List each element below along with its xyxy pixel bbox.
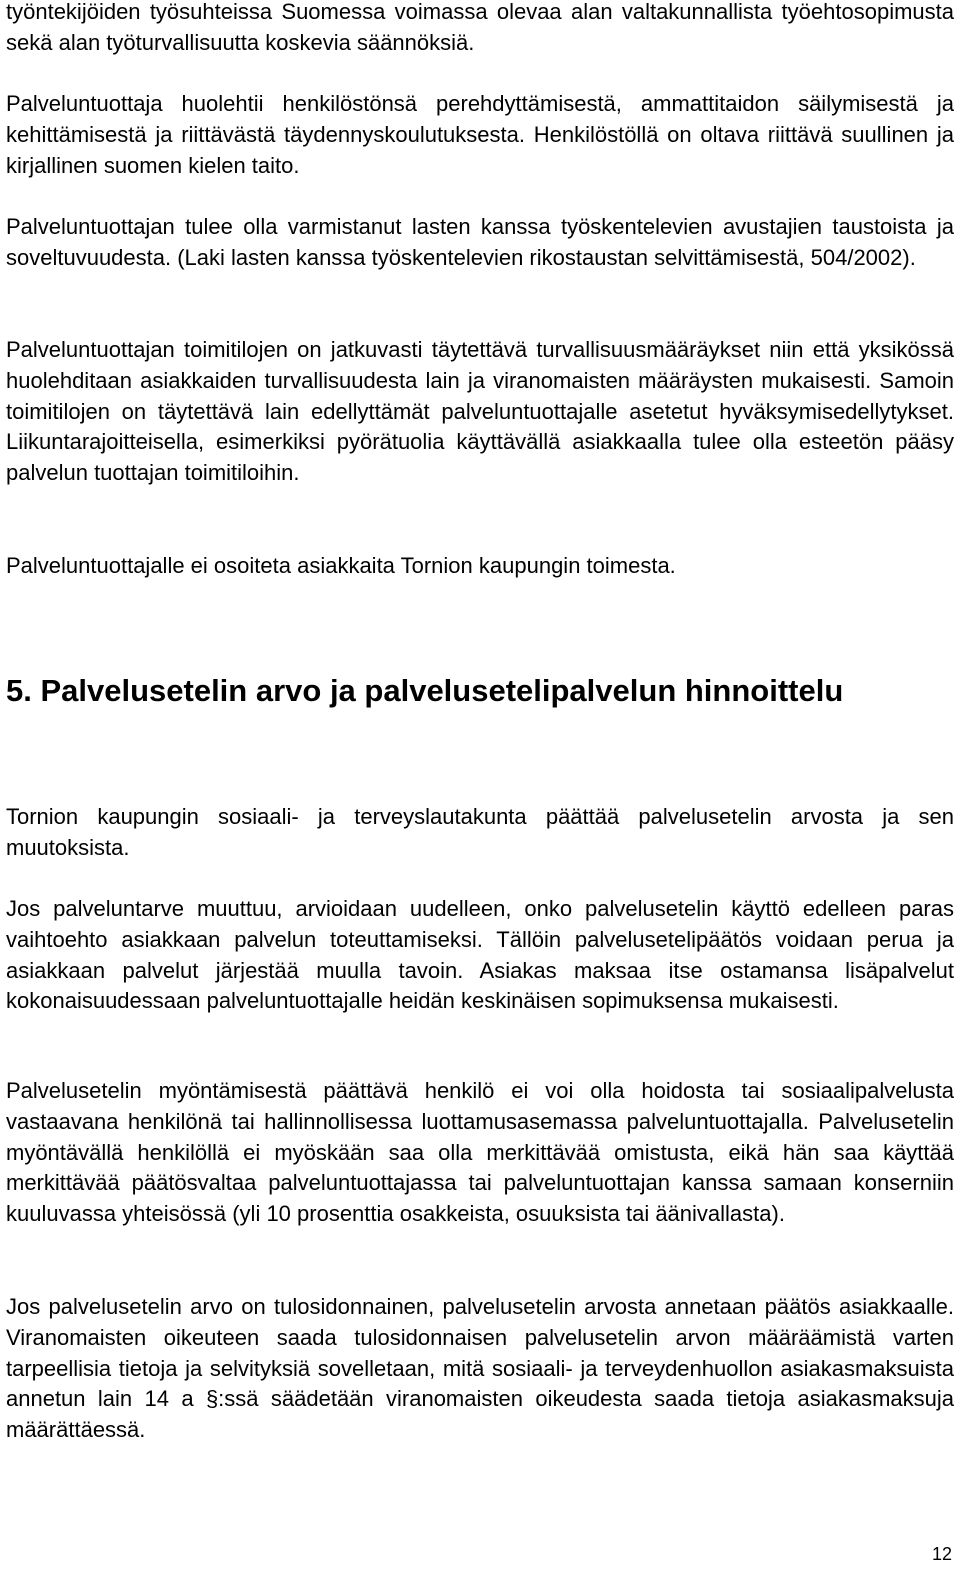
section-heading: 5. Palvelusetelin arvo ja palvelusetelipalvelun hinnoittelu	[6, 673, 844, 708]
paragraph-income-based-value: Jos palvelusetelin arvo on tulosidonnainen, palvelusetelin arvosta annetaan päätös asiakkaalle. Viranomaisten oikeuteen saada tulosidonnaisen palvelusetelin arvon määräämistä varten tarpeellisia tietoja ja selvityksiä sovelletaan, mitä sosiaali- ja terveydenhuollon asiakasmaksuista annetun lain 14 a §:ssä säädetään viranomaisten oikeudesta saada tietoja asiakasmaksuja määrättäessä.	[6, 1294, 954, 1443]
paragraph-voucher-value-decision: Tornion kaupungin sosiaali- ja terveyslautakunta päättää palvelusetelin arvosta ja sen muutoksista.	[6, 804, 954, 860]
paragraph-client-assignment: Palveluntuottajalle ei osoiteta asiakkaita Tornion kaupungin toimesta.	[6, 553, 676, 578]
paragraph-service-need-change: Jos palveluntarve muuttuu, arvioidaan uudelleen, onko palvelusetelin käyttö edelleen paras vaihtoehto asiakkaan palvelun toteuttamiseksi. Tällöin palvelusetelipäätös voidaan perua ja asiakkaan palvelut järjestää muulla tavoin. Asiakas maksaa itse ostamansa lisäpalvelut kokonaisuudessaan palveluntuottajalle heidän keskinäisen sopimuksensa mukaisesti.	[6, 896, 954, 1014]
page-number: 12	[931, 1544, 952, 1564]
paragraph-collective-agreement: työntekijöiden työsuhteissa Suomessa voimassa olevaa alan valtakunnallista työehtosopimusta sekä alan työturvallisuutta koskevia säännöksiä.	[6, 0, 954, 55]
paragraph-background-check: Palveluntuottajan tulee olla varmistanut lasten kanssa työskentelevien avustajien taustoista ja soveltuvuudesta. (Laki lasten kanssa työskentelevien rikostaustan selvittämisestä, 504/2002).	[6, 214, 954, 270]
paragraph-conflict-of-interest: Palvelusetelin myöntämisestä päättävä henkilö ei voi olla hoidosta tai sosiaalipalvelusta vastaavana henkilönä tai hallinnollisessa luottamusasemassa palveluntuottajalla. Palvelusetelin myöntävällä henkilöllä ei myöskään saa olla merkittävää omistusta, eikä hän saa käyttää merkittävää päätösvaltaa palveluntuottajassa tai palveluntuottajan kanssa samaan konserniin kuuluvassa yhteisössä (yli 10 prosenttia osakkeista, osuuksista tai äänivallasta).	[6, 1078, 954, 1227]
paragraph-premises-safety: Palveluntuottajan toimitilojen on jatkuvasti täytettävä turvallisuusmääräykset niin että yksikössä huolehditaan asiakkaiden turvallisuudesta lain ja viranomaisten määräysten mukaisesti. Samoin toimitilojen on täytettävä lain edellyttämät palveluntuottajalle asetetut hyväksymisedellytykset. Liikuntarajoitteisella, esimerkiksi pyörätuolia käyttävällä asiakkaalla tulee olla esteetön pääsy palvelun tuottajan toimitiloihin.	[6, 337, 954, 486]
paragraph-staff-training: Palveluntuottaja huolehtii henkilöstönsä perehdyttämisestä, ammattitaidon säilymisestä ja kehittämisestä ja riittävästä täydennyskoulutuksesta. Henkilöstöllä on oltava riittävä suullinen ja kirjallinen suomen kielen taito.	[6, 91, 954, 178]
